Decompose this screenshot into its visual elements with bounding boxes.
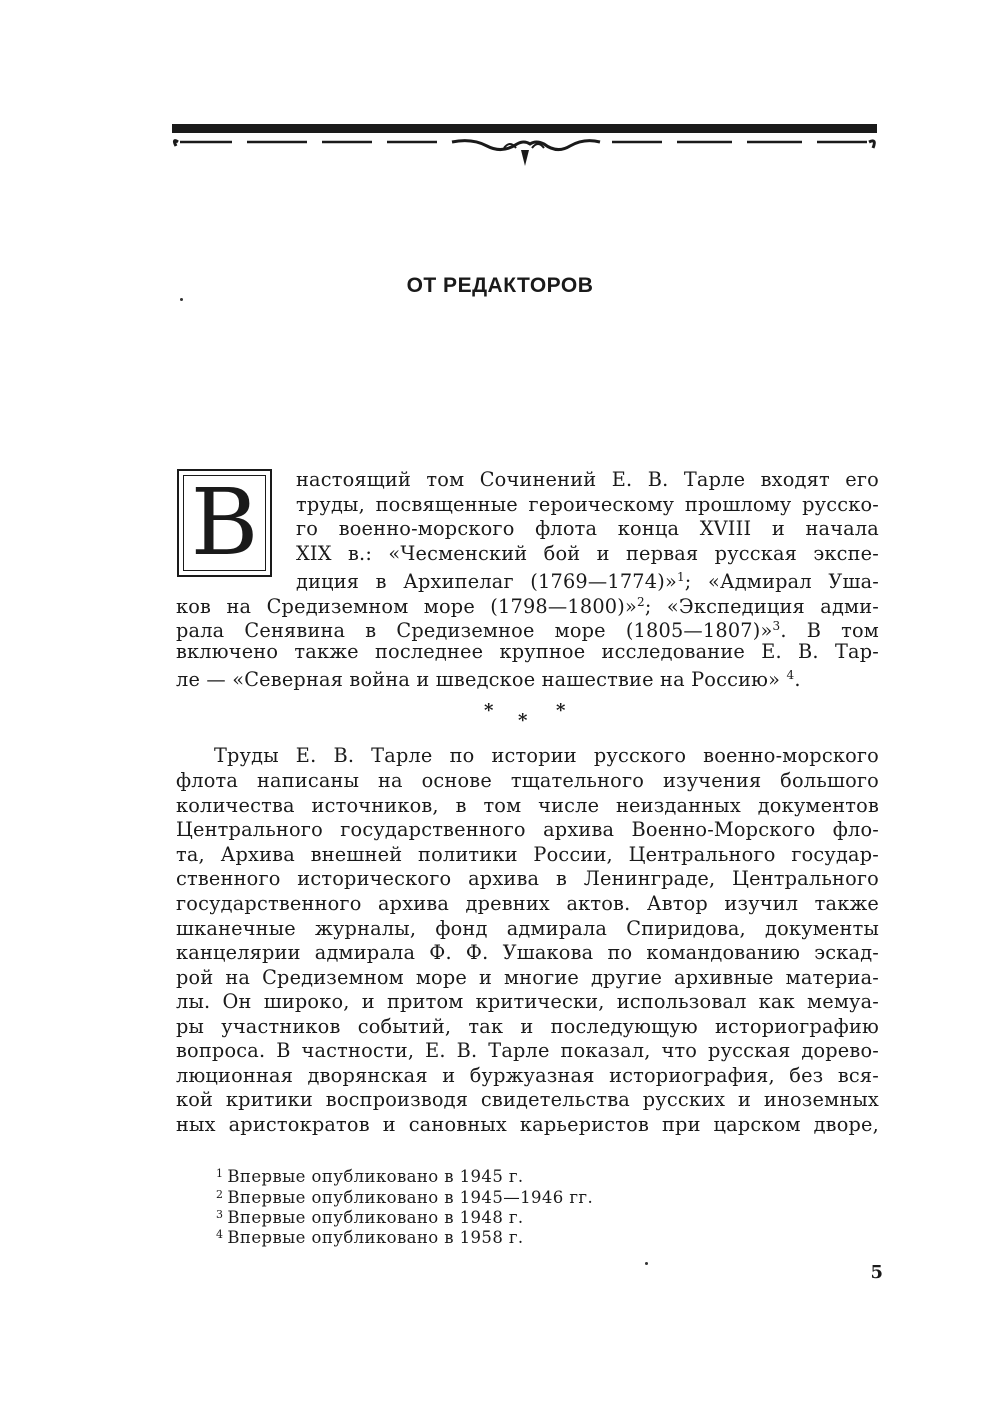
footnote-text: Впервые опубликовано в 1948 г. bbox=[227, 1208, 524, 1227]
footnote-number: 4 bbox=[216, 1228, 224, 1241]
asterism-star: * bbox=[556, 700, 566, 721]
paragraph1-line-5-text: диция в Архипелаг (1769—1774)» bbox=[296, 570, 677, 593]
footnote-text: Впервые опубликовано в 1958 г. bbox=[227, 1228, 524, 1247]
paragraph2-line-8: шканечные журналы, фонд адмирала Спиридова, документы bbox=[176, 917, 879, 940]
page-title: ОТ РЕДАКТОРОВ bbox=[406, 274, 594, 297]
drop-cap-letter: В bbox=[183, 475, 266, 571]
footnote-text: Впервые опубликовано в 1945—1946 гг. bbox=[227, 1188, 594, 1207]
footnote-text: Впервые опубликовано в 1945 г. bbox=[227, 1167, 524, 1186]
paragraph1-line-5-tail: ; «Адмирал Уша- bbox=[684, 570, 879, 593]
paragraph2-line-14: люционная дворянская и буржуазная историография, без вся- bbox=[176, 1064, 879, 1087]
paragraph2-line-4: Центрального государственного архива Военно-Морского фло- bbox=[176, 818, 879, 841]
paragraph2-line-7: государственного архива древних актов. Автор изучил также bbox=[176, 892, 879, 915]
asterism-star: * bbox=[518, 710, 528, 731]
ornament-header bbox=[172, 120, 877, 180]
paragraph1-line-1: настоящий том Сочинений Е. В. Тарле входят его bbox=[296, 468, 879, 491]
footnote-ref-4: 4 bbox=[786, 668, 795, 682]
paragraph1-line-7-tail: . В том bbox=[780, 619, 879, 642]
paragraph1-line-8: включено также последнее крупное исследование Е. В. Тар- bbox=[176, 640, 879, 663]
asterism-star: * bbox=[484, 700, 494, 721]
paragraph1-line-9-text: ле — «Северная война и шведское нашествие на Россию» bbox=[176, 668, 781, 691]
paragraph2-line-1: Труды Е. В. Тарле по истории русского военно-морского bbox=[214, 744, 879, 767]
footnote-ref-3: 3 bbox=[772, 619, 781, 633]
paragraph2-line-3: количества источников, в том числе неизданных документов bbox=[176, 794, 879, 817]
paragraph2-line-11: лы. Он широко, и притом критически, использовал как мемуа- bbox=[176, 990, 879, 1013]
drop-cap-frame bbox=[177, 469, 272, 577]
paragraph2-line-16: ных аристократов и сановных карьеристов при царском дворе, bbox=[176, 1113, 879, 1136]
paragraph2-line-12: ры участников событий, так и последующую историографию bbox=[176, 1015, 879, 1038]
paragraph1-line-3: го военно-морского флота конца XVIII и начала bbox=[296, 517, 879, 540]
paragraph2-line-13: вопроса. В частности, Е. В. Тарле показал, что русская дорево- bbox=[176, 1039, 879, 1062]
paragraph2-line-2: флота написаны на основе тщательного изучения большого bbox=[176, 769, 879, 792]
paragraph2-line-6: ственного исторического архива в Ленинграде, Центрального bbox=[176, 867, 879, 890]
print-speck bbox=[180, 298, 183, 301]
footnote-ref-1: 1 bbox=[676, 570, 685, 584]
print-speck bbox=[645, 1262, 648, 1265]
paragraph2-line-15: кой критики воспроизводя свидетельства русских и иноземных bbox=[176, 1088, 879, 1111]
paragraph1-line-9 bbox=[176, 663, 879, 692]
footnote-4 bbox=[216, 1224, 524, 1248]
paragraph2-line-5: та, Архива внешней политики России, Центрального государ- bbox=[176, 843, 879, 866]
page-number: 5 bbox=[870, 1262, 883, 1283]
paragraph1-line-9-tail: . bbox=[794, 668, 801, 691]
paragraph1-line-6-text: ков на Средиземном море (1798—1800)» bbox=[176, 595, 637, 618]
footnote-ref-2: 2 bbox=[636, 595, 645, 609]
asterism-separator bbox=[480, 700, 570, 730]
footnote-number: 1 bbox=[216, 1167, 224, 1180]
paragraph1-line-2: труды, посвященные героическому прошлому русско- bbox=[296, 493, 879, 516]
paragraph1-line-4: XIX в.: «Чесменский бой и первая русская экспе- bbox=[296, 542, 879, 565]
paragraph2-line-10: рой на Средиземном море и многие другие архивные материа- bbox=[176, 966, 879, 989]
footnote-number: 3 bbox=[216, 1208, 224, 1221]
paragraph2-line-9: канцелярии адмирала Ф. Ф. Ушакова по командованию эскад- bbox=[176, 941, 879, 964]
paragraph1-line-6-tail: ; «Экспедиция адми- bbox=[644, 595, 879, 618]
paragraph1-line-7-text: рала Сенявина в Средиземное море (1805—1807)» bbox=[176, 619, 773, 642]
footnote-number: 2 bbox=[216, 1188, 224, 1201]
